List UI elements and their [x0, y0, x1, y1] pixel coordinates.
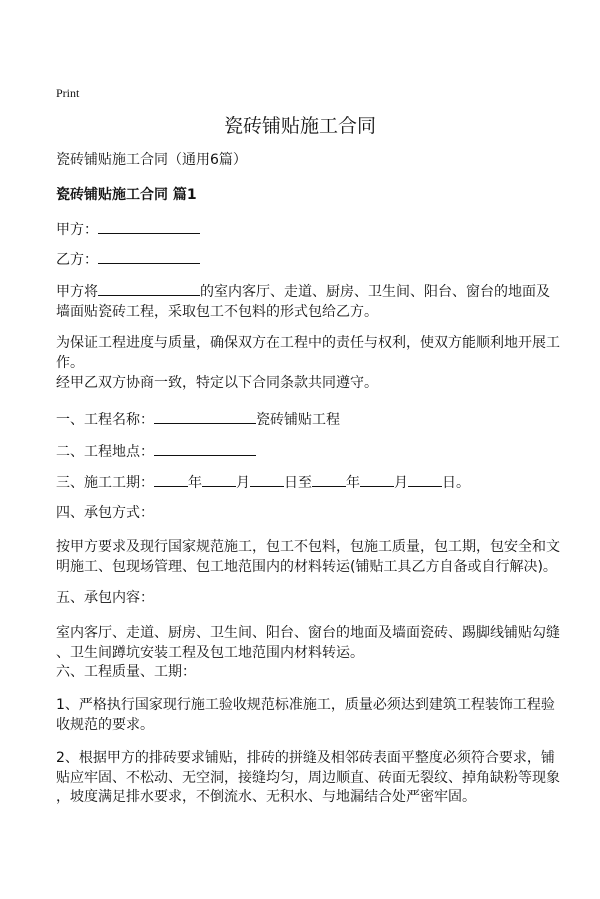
month-label: 月: [236, 475, 250, 491]
clause2-line2: 贴应牢固、不松动、无空洞，接缝均匀，周边顺直、砖面无裂纹、掉角缺粉等现象: [56, 769, 560, 786]
clause-2: [56, 749, 560, 808]
clause1-line2: 收规范的要求。: [56, 716, 154, 733]
year-label: 年: [188, 475, 202, 491]
blank: [250, 472, 284, 487]
item-5-label: 五、承包内容：: [56, 590, 154, 606]
item-2: [56, 441, 256, 463]
item2-blank: [154, 441, 256, 456]
item-3: [56, 472, 470, 494]
para1-line1: 的室内客厅、走道、厨房、卫生间、阳台、窗台的地面及: [200, 284, 550, 300]
clause-1: [56, 696, 555, 735]
item-4-body: [56, 538, 560, 577]
item-1: [56, 409, 340, 431]
item5-line2: 、卫生间蹲坑安装工程及包工地范围内材料转运。: [56, 644, 364, 661]
blank: [202, 472, 236, 487]
item4-line1: 按甲方要求及现行国家规范施工，包工不包料，包施工质量，包工期，包安全和文: [56, 539, 560, 555]
party-b-blank: [98, 249, 200, 264]
party-b-label: 乙方：: [56, 252, 98, 268]
party-b-line: [56, 249, 200, 271]
month-label: 月: [394, 475, 408, 491]
blank: [312, 472, 346, 487]
para1-line2: 墙面贴瓷砖工程，采取包工不包料的形式包给乙方。: [56, 303, 378, 320]
item3-label: 三、施工工期：: [56, 475, 154, 491]
clause2-line3: ，坡度满足排水要求，不倒流水、无积水、与地漏结合处严密牢固。: [56, 789, 476, 805]
item5-line1: 室内客厅、走道、厨房、卫生间、阳台、窗台的地面及墙面瓷砖、踢脚线铺贴勾缝: [56, 625, 560, 641]
para1-prefix: 甲方将: [56, 284, 98, 300]
para2-line2: 作。: [56, 354, 84, 371]
item4-line2: 明施工、包现场管理、包工地范围内的材料转运(铺贴工具乙方自备或自行解决)。: [56, 558, 557, 575]
item-6-label: 六、工程质量、工期：: [56, 664, 196, 680]
paragraph-2: [56, 334, 560, 373]
item2-label: 二、工程地点：: [56, 444, 154, 460]
day-end-label: 日。: [442, 475, 470, 491]
para1-blank: [98, 281, 200, 296]
party-a-label: 甲方：: [56, 222, 98, 238]
print-label: Print: [56, 86, 80, 100]
year-label: 年: [346, 475, 360, 491]
party-a-blank: [98, 219, 200, 234]
clause1-line1: 1、严格执行国家现行施工验收规范标准施工，质量必须达到建筑工程装饰工程验: [56, 697, 555, 713]
clause2-line1: 2、根据甲方的排砖要求铺贴，排砖的拼缝及相邻砖表面平整度必须符合要求，铺: [56, 750, 555, 766]
blank: [408, 472, 442, 487]
paragraph-3: 经甲乙双方协商一致，特定以下合同条款共同遵守。: [56, 375, 378, 391]
item-5-body: [56, 624, 560, 663]
paragraph-1: [56, 281, 550, 322]
section-heading: 瓷砖铺贴施工合同 篇1: [56, 187, 197, 203]
item1-suffix: 瓷砖铺贴工程: [256, 412, 340, 428]
item1-label: 一、工程名称：: [56, 412, 154, 428]
para2-line1: 为保证工程进度与质量，确保双方在工程中的责任与权利，使双方能顺利地开展工: [56, 335, 560, 351]
item1-blank: [154, 409, 256, 424]
subtitle: 瓷砖铺贴施工合同（通用6篇）: [56, 152, 247, 168]
item-4-label: 四、承包方式：: [56, 505, 154, 521]
blank: [360, 472, 394, 487]
document-title: 瓷砖铺贴施工合同: [223, 115, 376, 137]
blank: [154, 472, 188, 487]
day-to-label: 日至: [284, 475, 312, 491]
party-a-line: [56, 219, 200, 241]
